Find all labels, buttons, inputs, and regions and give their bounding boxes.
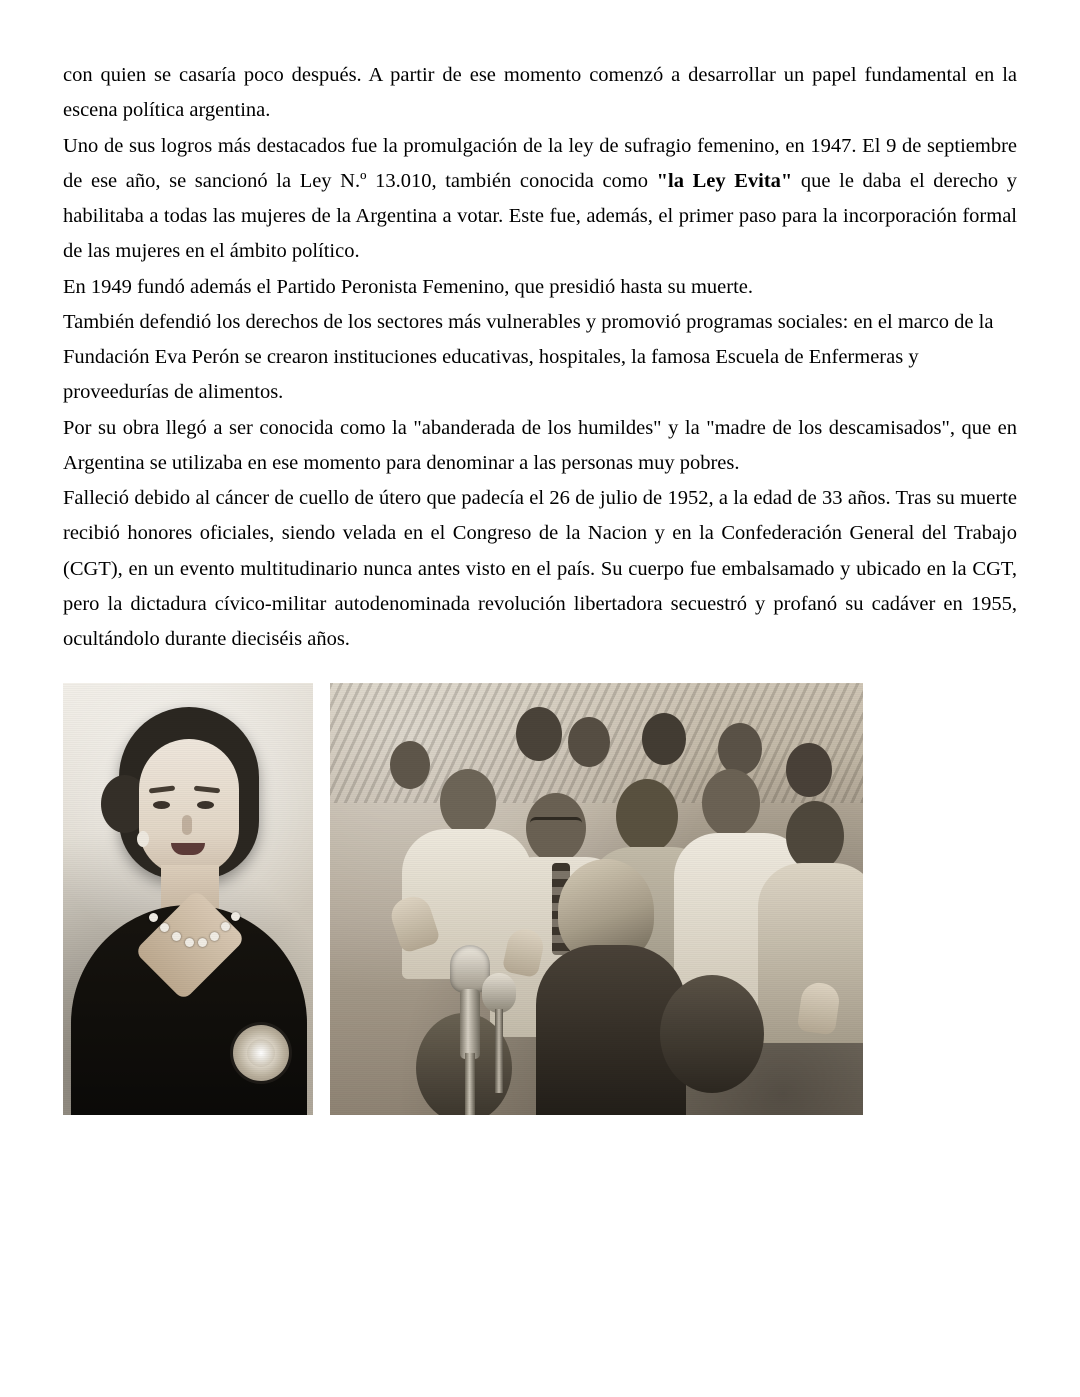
paragraph-2-bold-phrase: "la Ley Evita" bbox=[656, 169, 793, 192]
paragraph-2 bbox=[63, 129, 1017, 270]
microphone-stand bbox=[465, 1053, 475, 1115]
crowd-head-back-3 bbox=[642, 713, 686, 765]
crowd-head-mid-3 bbox=[616, 779, 678, 853]
crowd-head-back-1 bbox=[516, 707, 562, 761]
paragraph-5: Por su obra llegó a ser conocida como la "abanderada de los humildes" y la "madre de los descamisados", que en Argentina se utilizaba en ese momento para denominar a las personas muy pobres. bbox=[63, 416, 1017, 474]
paragraph-3: En 1949 fundó además el Partido Peronista Femenino, que presidió hasta su muerte. bbox=[63, 275, 754, 298]
crowd-head-mid-5 bbox=[786, 801, 844, 871]
paragraph-1: con quien se casaría poco después. A partir de ese momento comenzó a desarrollar un papel fundamental en la escena política argentina. bbox=[63, 64, 1017, 122]
document-body bbox=[63, 58, 1017, 1115]
crowd-head-back-4 bbox=[718, 723, 762, 775]
paragraph-4: También defendió los derechos de los sectores más vulnerables y promovió programas sociales: en el marco de la Fundación Eva Perón se crearon instituciones educativas, hospitales, la famosa Escuela de Enfermeras y proveedurías de alimentos. bbox=[63, 310, 994, 404]
crowd-head-back-5 bbox=[786, 743, 832, 797]
paragraph-2-text-before: Uno de sus logros más destacados fue la promulgación de la ley de sufragio femenino, en 1947. El 9 de septiembre de ese año, se sancionó la Ley N.º 13.010, también conocida como bbox=[63, 134, 1017, 192]
microphone-secondary-stand bbox=[495, 1009, 503, 1093]
crowd-eyeglasses bbox=[530, 817, 582, 832]
crowd-head-back-6 bbox=[390, 741, 430, 789]
figure-portrait bbox=[63, 683, 313, 1115]
crowd-head-front-1 bbox=[660, 975, 764, 1093]
figure-group bbox=[63, 683, 1017, 1115]
crowd-head-mid-4 bbox=[702, 769, 760, 837]
portrait-flower-brooch bbox=[233, 1025, 289, 1081]
paragraph-6: Falleció debido al cáncer de cuello de útero que padecía el 26 de julio de 1952, a la edad de 33 años. Tras su muerte recibió honores oficiales, siendo velada en el Congreso de la Nacion y en la Confederación General del Trabajo (CGT), en un evento multitudinario nunca antes visto en el país. Su cuerpo fue embalsamado y ubicado en la CGT, pero la dictadura cívico-militar autodenominada revolución libertadora secuestró y profanó su cadáver en 1955, ocultándolo durante dieciséis años. bbox=[63, 487, 1017, 650]
microphone-secondary-capsule bbox=[482, 973, 516, 1013]
portrait-nose bbox=[182, 815, 192, 835]
microphone-body bbox=[460, 989, 480, 1059]
microphone-secondary bbox=[482, 973, 516, 1093]
portrait-necklace bbox=[149, 907, 233, 953]
crowd-head-mid-1 bbox=[440, 769, 496, 835]
crowd-head-back-2 bbox=[568, 717, 610, 767]
figure-crowd bbox=[330, 683, 863, 1115]
paragraph-2-text-after: que le daba el derecho y habilitaba a todas las mujeres de la Argentina a votar. Este fue, además, el primer paso para la incorporación formal de las mujeres en el ámbito político. bbox=[63, 169, 1018, 263]
